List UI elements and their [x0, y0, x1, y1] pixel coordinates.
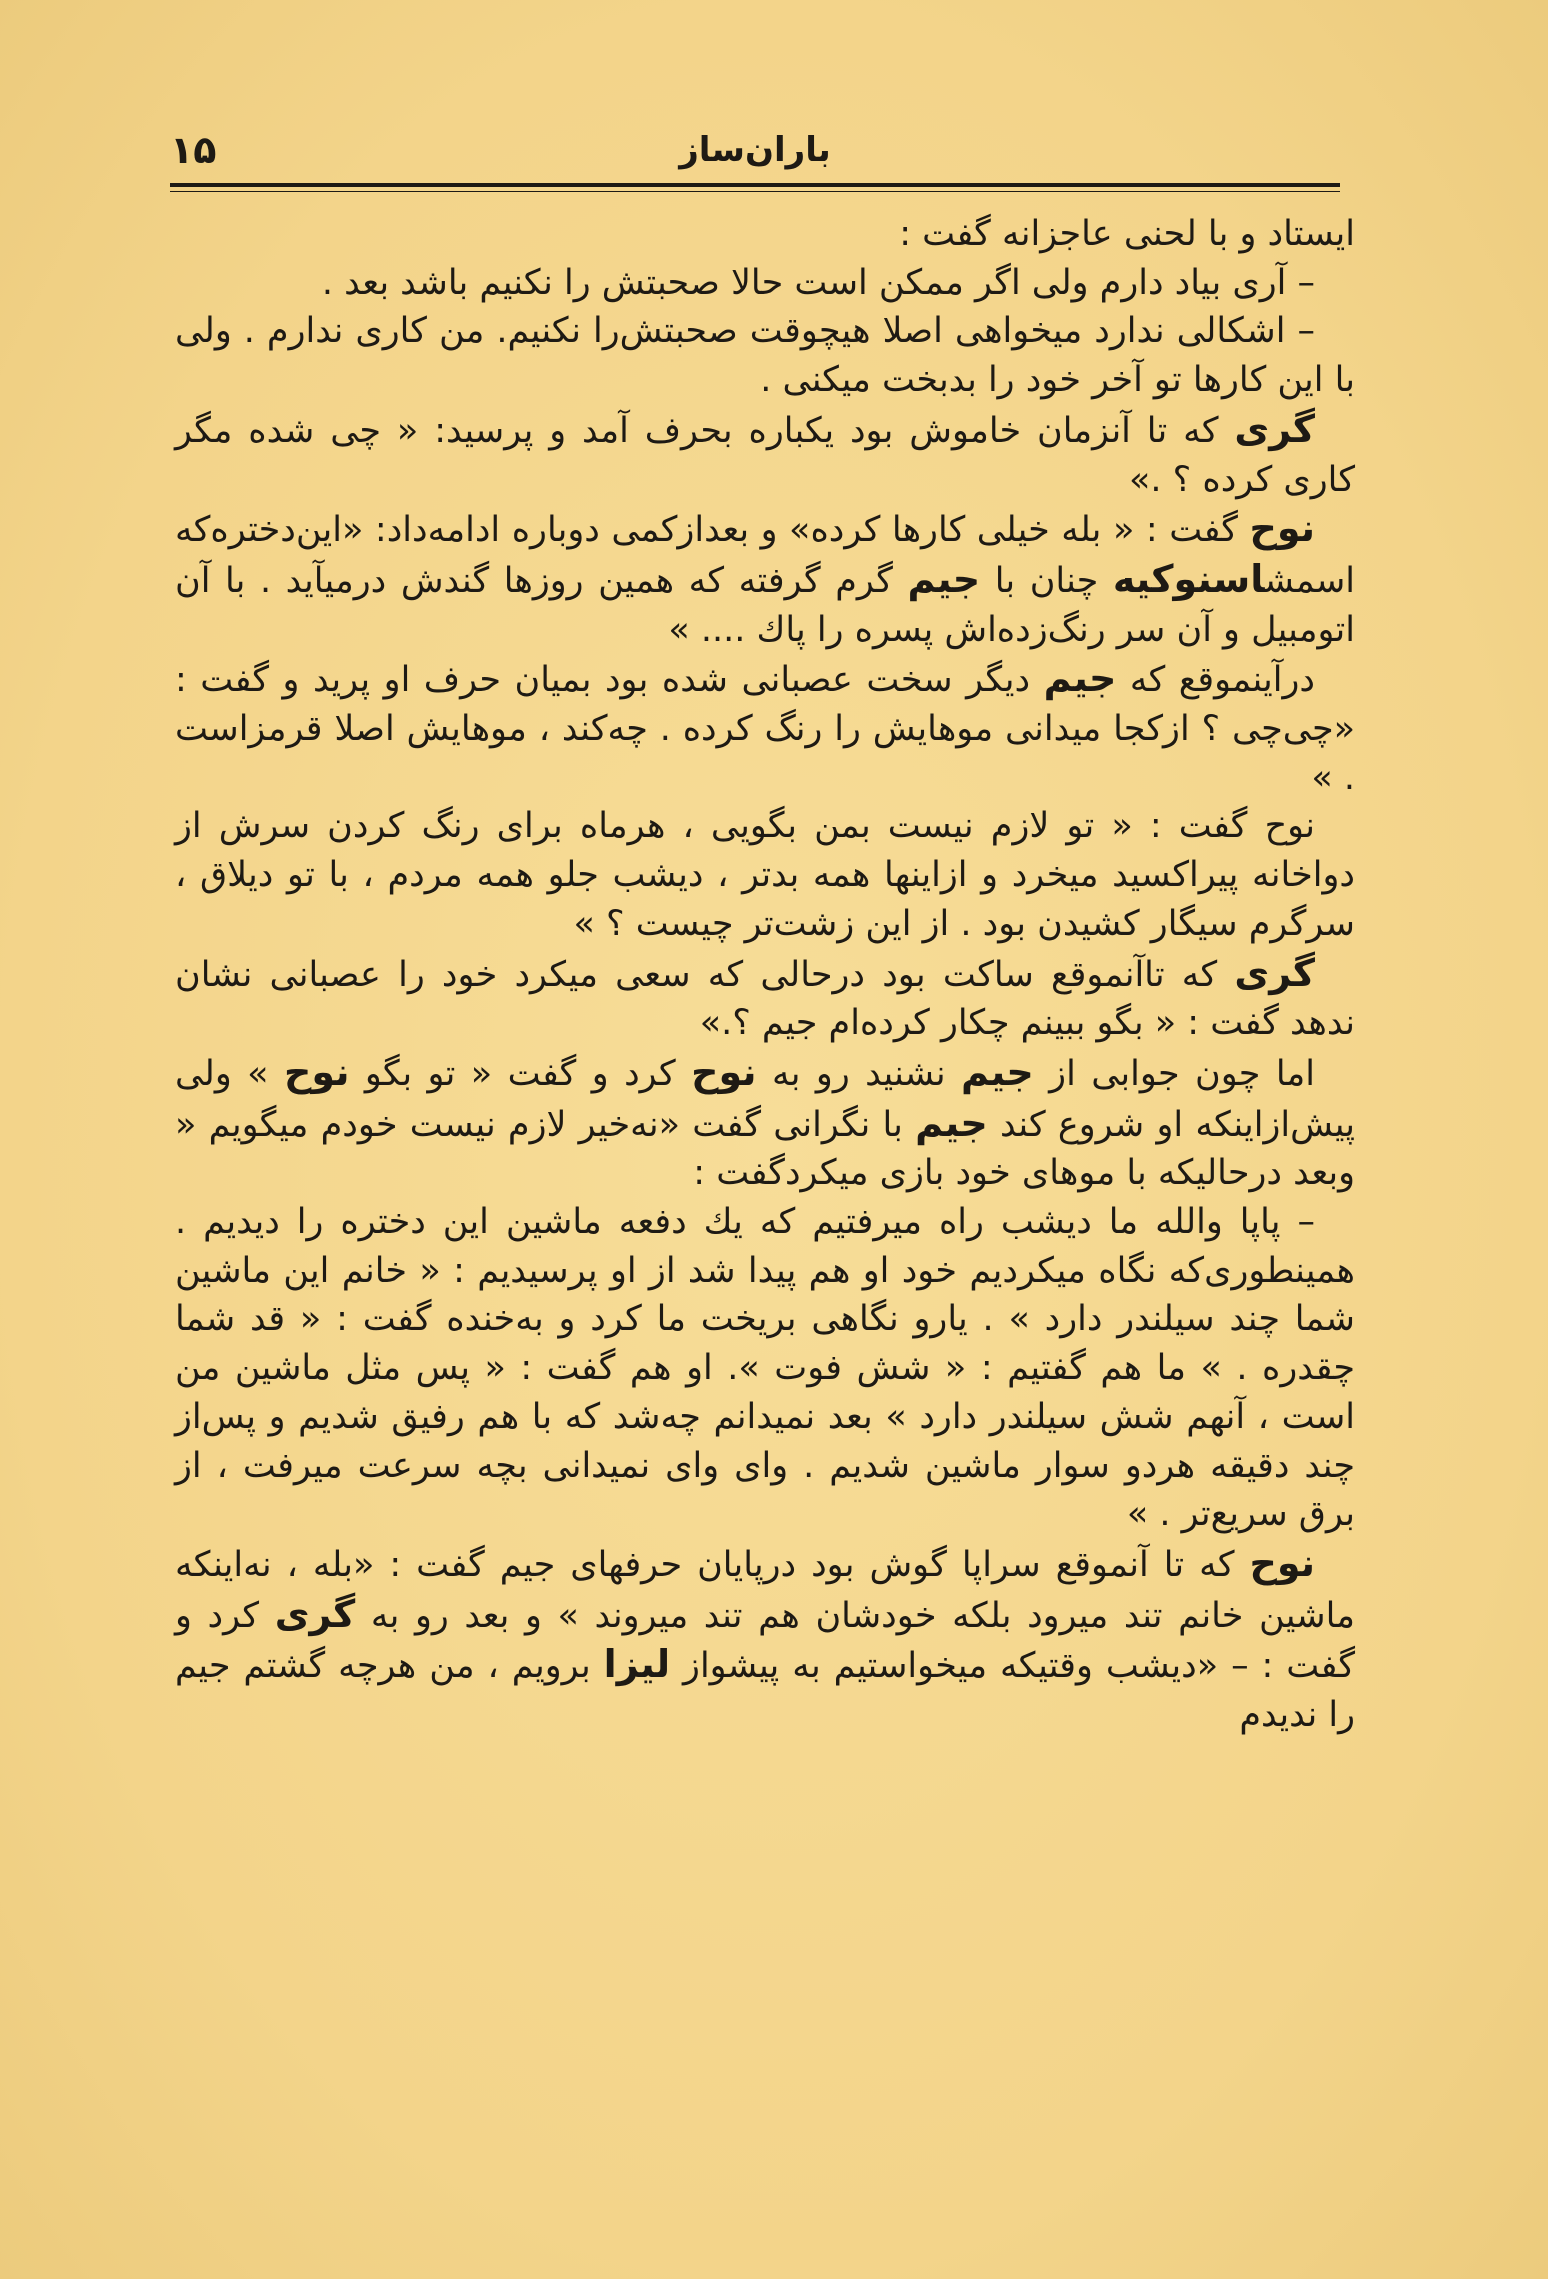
paragraph: [175, 504, 1355, 654]
text-run: – آری بیاد دارم ولی اگر ممکن است حالا صحبتش را نکنیم باشد بعد .: [321, 262, 1315, 303]
paragraph: [175, 259, 1355, 308]
paragraph: [175, 654, 1355, 802]
character-name: جیم: [1043, 656, 1117, 701]
character-name: جیم: [961, 1049, 1034, 1094]
text-run: ایستاد و با لحنی عاجزانه گفت :: [899, 214, 1355, 254]
text-run: دیگر سخت عصبانی شده بود بمیان حرف او پرید و گفت : «چی‌چی ؟ ازکجا میدانی موهایش را رنگ کرده . چه‌کند ، موهایش اصلا قرمزاست . »: [175, 660, 1355, 798]
text-run: – پاپا والله ما دیشب راه میرفتیم که یك دفعه ماشین این دختره را دیدیم . همینطوری‌که نگاه میکردیم خود او هم پیدا شد از او پرسیدیم : « خانم این ماشین شما چند سیلندر دارد » . یارو نگاهی بریخت ما کرد و به‌خنده گفت : « قد شما چقدره . » ما هم گفتیم : « شش فوت ». او هم گفت : « پس مثل ماشین من است ، آنهم شش سیلندر دارد » بعد نمیدانم چه‌شد که با هم رفیق شدیم و پس‌از چند دقیقه هردو سوار ماشین شدیم . وای وای نمیدانی بچه سرعت میرفت ، از برق سریع‌تر . »: [175, 1202, 1355, 1535]
character-name: نوح: [1249, 1540, 1315, 1585]
paragraph: [175, 949, 1355, 1048]
character-name: گری: [1234, 406, 1315, 451]
text-run: نوح گفت : « تو لازم نیست بمن بگویی ، هرماه برای رنگ کردن سرش از دواخانه پیراکسید میخرد و ازاینها همه بدتر ، دیشب جلو همه مردم ، با تو دیلاق ، سرگرم سیگار کشیدن بود . از این زشت‌تر چیست ؟ »: [175, 806, 1355, 944]
character-name: جیم: [915, 1100, 988, 1145]
text-run: که تا آنموقع سراپا گوش بود درپایان حرفهای جیم گفت : «بله ، نه‌اینکه ماشین خانم تند میرود بلکه خودشان هم تند میروند » و بعد رو به: [175, 1544, 1355, 1636]
paragraph: [175, 1198, 1355, 1539]
text-run: – اشکالی ندارد میخواهی اصلا هیچوقت صحبتش‌را نکنیم. من کاری ندارم . ولی با این کارها تو آخر خود را بدبخت میکنی .: [175, 311, 1355, 401]
text-run: که تا آنزمان خاموش بود یکباره بحرف آمد و پرسید: « چی شده مگر کاری کرده ؟ .»: [175, 410, 1355, 500]
paragraph: [175, 802, 1355, 948]
running-title: باران‌ساز: [679, 130, 831, 170]
body-text: [175, 210, 1355, 1740]
character-name: اسنوکیه: [1112, 556, 1265, 601]
text-run: برویم ، من هرچه گشتم جیم را ندیدم: [175, 1646, 1355, 1736]
paragraph: [175, 405, 1355, 504]
text-run: اما چون جوابی از: [1033, 1053, 1315, 1094]
character-name: نوح: [691, 1049, 757, 1094]
page-number: ۱۵: [170, 128, 217, 172]
paragraph: [175, 307, 1355, 404]
header-rule-thin: [170, 191, 1340, 192]
text-run: گفت : « بله خیلی کارها کرده» و بعدازکمی دوباره ادامه‌داد: «این‌دختره‌که اسمش: [175, 510, 1355, 601]
paragraph: [175, 1048, 1355, 1198]
text-run: چنان با: [980, 560, 1113, 601]
text-run: که تاآنموقع ساکت بود درحالی که سعی میکرد خود را عصبانی نشان ندهد گفت : « بگو ببینم چکار کرده‌ام جیم ؟.»: [175, 954, 1355, 1044]
text-run: گرم گرفته که همین روزها گندش درمیآید . با آن اتومبیل و آن سر رنگ‌زده‌اش پسره را پاك .... »: [175, 560, 1355, 650]
header-rule: [170, 183, 1340, 187]
text-run: درآینموقع که: [1116, 660, 1315, 701]
text-run: با نگرانی گفت «نه‌خیر لازم نیست خودم میگویم « وبعد درحالیکه با موهای خود بازی میکردگفت :: [175, 1104, 1355, 1194]
character-name: گری: [274, 1591, 356, 1636]
character-name: نوح: [284, 1049, 350, 1094]
text-run: » ولی پیش‌ازاینکه او شروع کند: [175, 1053, 1355, 1145]
character-name: نوح: [1249, 506, 1315, 551]
character-name: گری: [1234, 950, 1315, 995]
character-name: لیزا: [603, 1642, 671, 1687]
paragraph: [175, 210, 1355, 259]
text-run: کرد و گفت : – «دیشب وقتیکه میخواستیم به پیشواز: [175, 1595, 1355, 1687]
character-name: جیم: [907, 556, 981, 601]
paragraph: [175, 1539, 1355, 1740]
text-run: کرد و گفت « تو بگو: [349, 1053, 692, 1094]
page-header: [170, 120, 1340, 180]
text-run: نشنید رو به: [756, 1053, 962, 1094]
